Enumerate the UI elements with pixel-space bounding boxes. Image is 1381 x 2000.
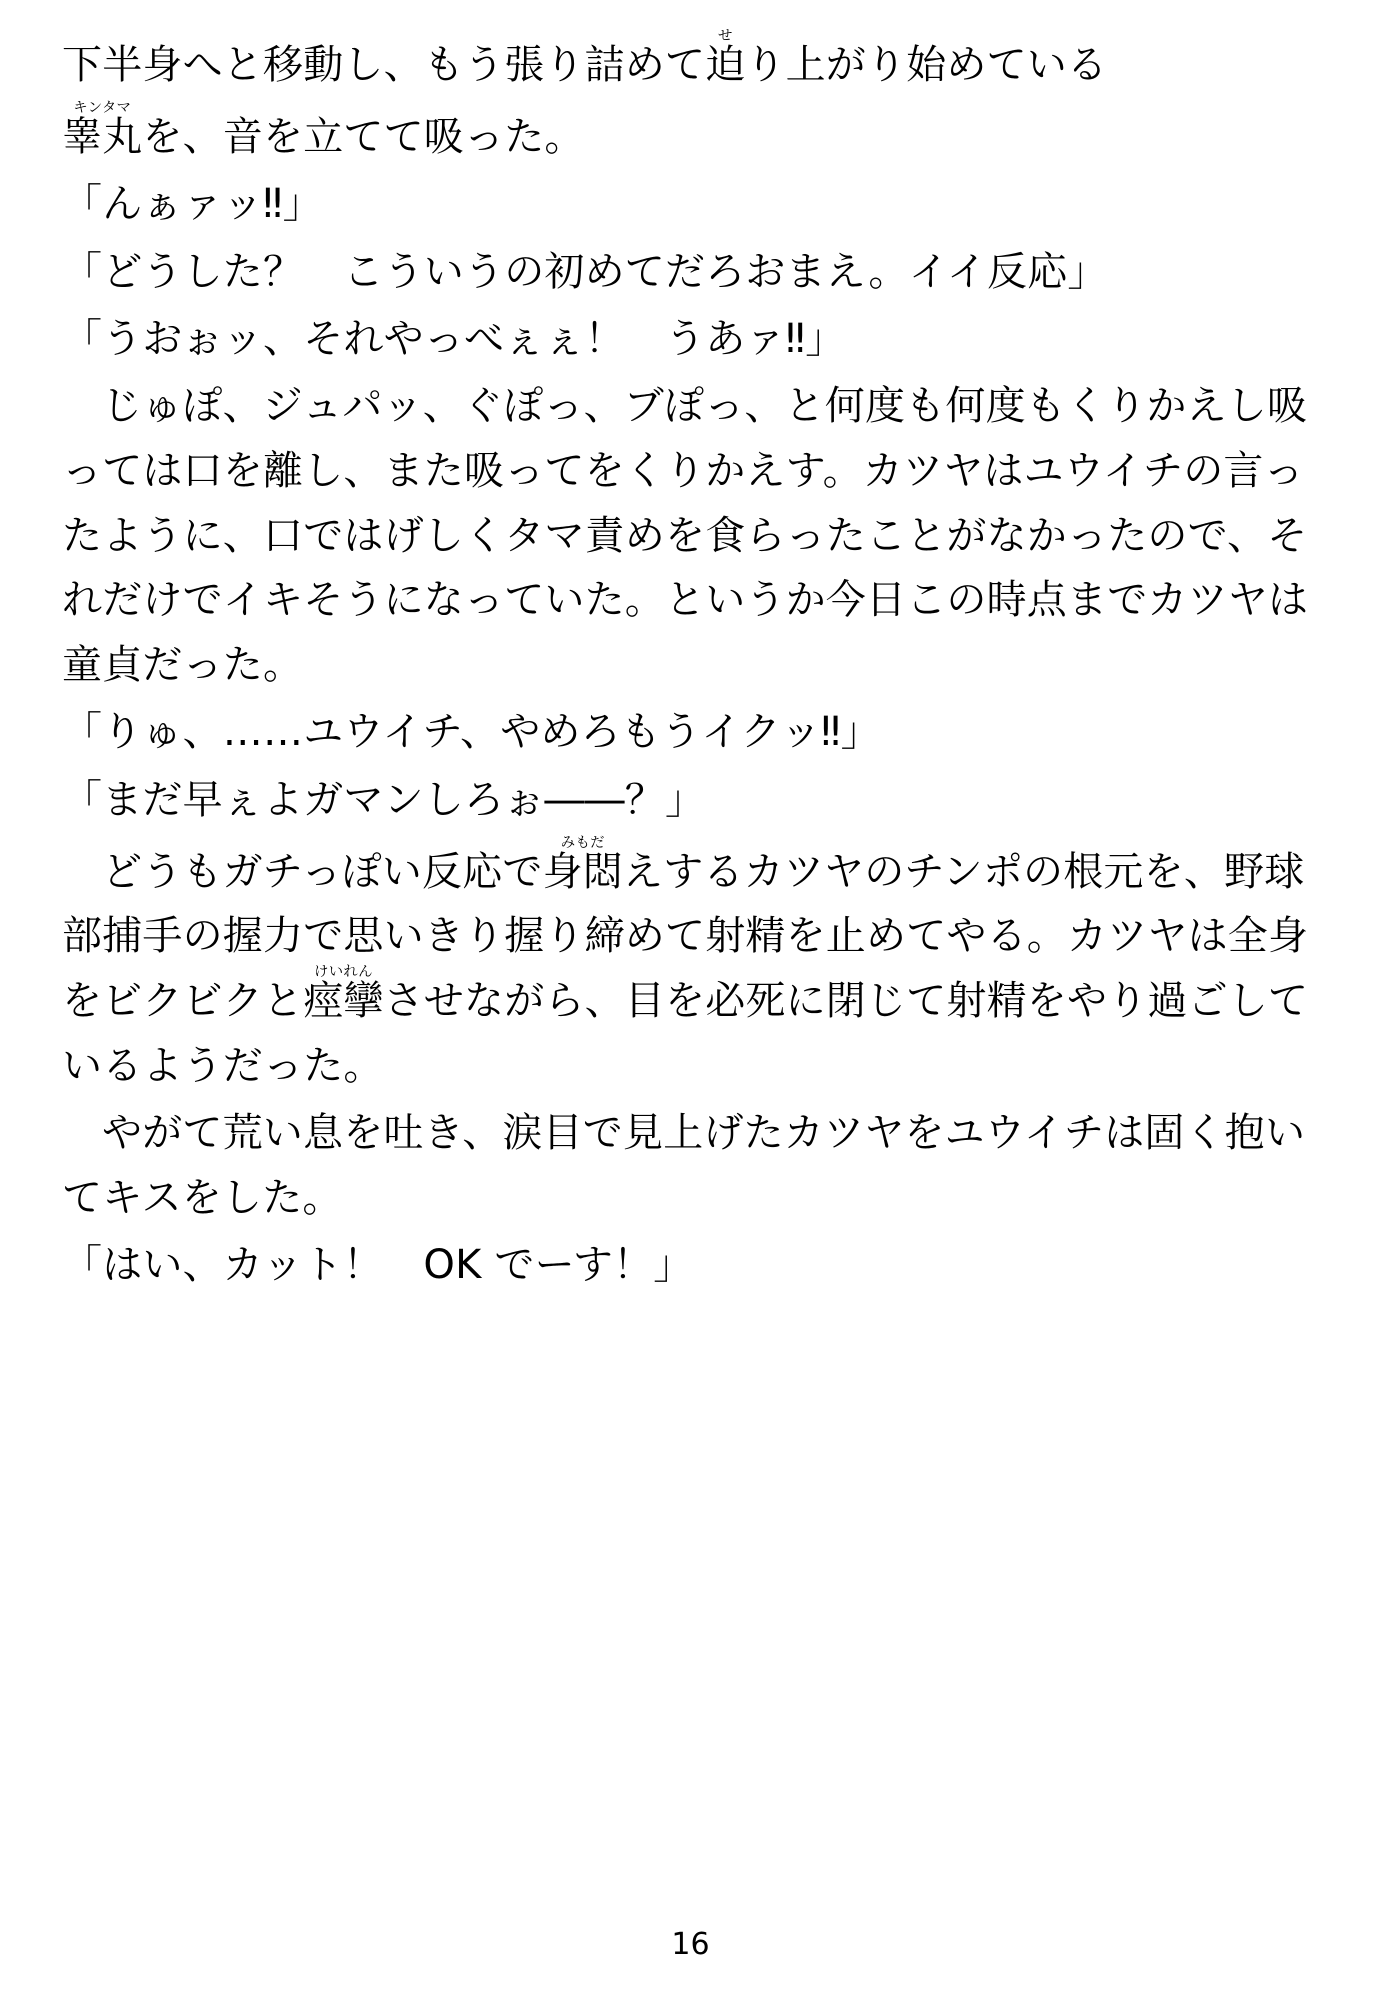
paragraph <box>62 374 1319 698</box>
text-run: 「まだ早ぇよガマンしろぉ――？」 <box>62 776 706 823</box>
paragraph <box>62 1101 1319 1231</box>
page-body <box>62 28 1319 1298</box>
text-run: を、音を立てて吸った。 <box>142 114 585 161</box>
text-run: 「りゅ、……ユウイチ、やめろもうイクッ‼」 <box>62 709 881 756</box>
paragraph <box>62 307 1319 372</box>
paragraph <box>62 28 1319 98</box>
ruby-base: 痙攣 <box>303 978 384 1025</box>
text-run: えするカツヤのチンポの根元を、野球部捕手の握力で思いきり握り締めて射精を止めてやる。カツヤは全身をビクビクと <box>62 848 1309 1025</box>
text-run: させながら、目を必死に閉じて射精をやり過ごしているようだった。 <box>62 978 1309 1090</box>
ruby-annotation <box>705 28 746 88</box>
text-run: 「んぁァッ‼」 <box>62 181 323 228</box>
text-run: じゅぽ、ジュパッ、ぐぽっ、ブぽっ、と何度も何度もくりかえし吸っては口を離し、また吸ってをくりかえす。カツヤはユウイチの言ったように、口ではげしくタマ責めを食らったことがなかったので、それだけでイキそうになっていた。というか今日この時点までカツヤは童貞だった。 <box>62 382 1309 689</box>
paragraph <box>62 700 1319 765</box>
paragraph <box>62 1233 1319 1298</box>
ruby-base: 迫 <box>705 42 746 88</box>
ruby-text: せ <box>705 28 746 44</box>
text-run: り上がり始めている <box>745 42 1108 88</box>
text-run: やがて荒い息を吐き、涙目で見上げたカツヤをユウイチは固く抱いてキスをした。 <box>62 1110 1306 1222</box>
text-run: 「はい、カット！ OK でーす！」 <box>62 1242 694 1289</box>
ruby-annotation <box>542 834 624 895</box>
text-run: 下半身へと移動し、もう張り詰めて <box>62 42 706 88</box>
ruby-annotation <box>303 964 384 1025</box>
paragraph <box>62 172 1319 237</box>
ruby-base: 睾丸 <box>62 114 143 161</box>
paragraph <box>62 240 1319 305</box>
paragraph <box>62 100 1319 170</box>
ruby-text: けいれん <box>303 964 384 981</box>
text-run: 「うおぉッ、それやっべぇぇ！ うあァ‼」 <box>62 315 846 362</box>
ruby-text: みもだ <box>542 834 623 851</box>
paragraph <box>62 835 1319 1099</box>
text-run: どうもガチっぽい反応で <box>102 848 543 895</box>
page-number: 16 <box>671 1927 710 1962</box>
ruby-annotation <box>62 100 143 161</box>
paragraph <box>62 768 1319 833</box>
text-run: 「どうした？ こういうの初めてだろおまえ。イイ反応」 <box>62 248 1108 295</box>
ruby-text: キンタマ <box>62 100 143 117</box>
ruby-base: 身悶 <box>542 848 624 895</box>
